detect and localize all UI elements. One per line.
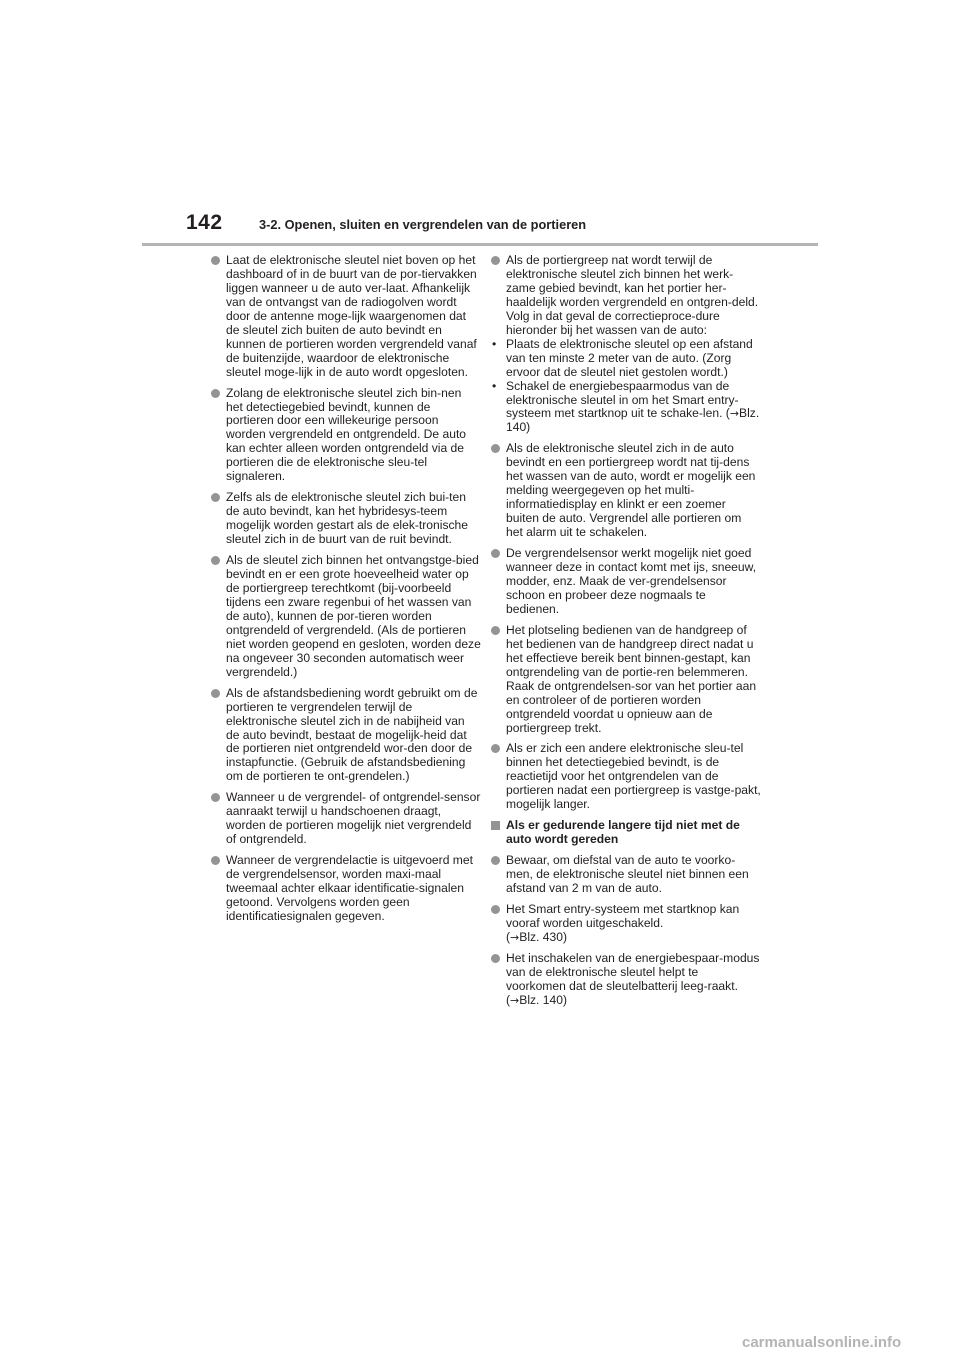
header-divider <box>142 243 818 246</box>
sub-list-item: • Schakel de energiebespaarmodus van de elektronische sleutel in om het Smart entry-systeem met startknop uit te schake-len. (→Blz. 140) <box>492 378 760 435</box>
sub-bullet-icon: • <box>492 336 497 351</box>
list-item: Het plotseling bedienen van de handgreep of het bedienen van de handgreep direct nadat u het effectieve bereik bent binnen-gestapt, kan ontgrendeling van de portie-ren belemmeren. Raak de ontgrendelsen-sor van het portier aan en controleer of de portieren worden ontgrendeld voordat u opnieuw aan de portiergreep trekt. <box>491 624 761 736</box>
bullet-icon <box>211 793 220 802</box>
right-column <box>491 254 761 1015</box>
bullet-icon <box>491 905 500 914</box>
bullet-icon <box>491 626 500 635</box>
list-item: Als de afstandsbediening wordt gebruikt om de portieren te vergrendelen terwijl de elektronische sleutel zich in de nabijheid van de auto bevindt, bestaat de mogelijk-heid dat de portieren niet ontgrendeld wor-den door de instapfunctie. (Gebruik de afstandsbediening om de portieren te ont-grendelen.) <box>211 687 481 785</box>
bullet-icon <box>211 689 220 698</box>
bullet-icon <box>491 256 500 265</box>
section-title: 3-2. Openen, sluiten en vergrendelen van de portieren <box>259 217 587 232</box>
page-number: 142 <box>186 211 223 234</box>
bullet-icon <box>211 556 220 565</box>
arrow-icon: → <box>510 930 520 944</box>
bullet-icon <box>491 444 500 453</box>
watermark: carmanualsonline.info <box>742 1334 902 1351</box>
list-item: Als er zich een andere elektronische sleu-tel binnen het detectiegebied bevindt, is de reactietijd voor het ontgrendelen van de portieren nadat een portiergreep is vastge-pakt, mogelijk langer. <box>491 742 761 812</box>
bullet-icon <box>491 549 500 558</box>
list-item: Het inschakelen van de energiebespaar-modus van de elektronische sleutel helpt te voorkomen dat de sleutelbatterij leeg-raakt. (→Blz. 140) <box>491 952 761 1008</box>
sub-bullet-icon: • <box>492 378 497 393</box>
page-reference: Blz. 140) <box>506 406 760 435</box>
bullet-icon <box>211 256 220 265</box>
list-item: Als de portiergreep nat wordt terwijl de elektronische sleutel zich binnen het werk-zame gebied bevindt, kan het portier her-haaldelijk worden vergrendeld en ontgren-deld. Volg in dat geval de correctieproce-dure hieronder bij het wassen van de auto: • Plaats de elektronische sleutel op een afstand van ten minste 2 meter van de auto. (Zorg ervoor dat de sleutel niet gestolen wordt.) • Schakel de energiebespaarmodus van de elektronische sleutel in om het Smart entry-systeem met startknop uit te schake-len. (→Blz. 140) <box>492 253 760 435</box>
bullet-icon <box>491 856 500 865</box>
sub-list-item: • Plaats de elektronische sleutel op een afstand van ten minste 2 meter van de auto. (Zorg ervoor dat de sleutel niet gestolen wordt.) <box>492 336 753 379</box>
page-reference: Blz. 140) <box>519 992 567 1007</box>
list-item: Als de sleutel zich binnen het ontvangstge-bied bevindt en er een grote hoeveelheid water op de portiergreep terechtkomt (bij-voorbeeld tijdens een zware regenbui of het wassen van de auto), kunnen de por-tieren worden ontgrendeld of vergrendeld. (Als de portieren niet worden geopend en gesloten, worden deze na ongeveer 30 seconden automatisch weer vergrendeld.) <box>211 554 481 680</box>
square-bullet-icon <box>491 821 500 830</box>
arrow-icon: → <box>729 407 740 421</box>
list-item: Wanneer de vergrendelactie is uitgevoerd met de vergrendelsensor, worden maxi-maal tweemaal achter elkaar identificatie-signalen getoond. Vervolgens worden geen identificatiesignalen gegeven. <box>211 854 481 924</box>
bullet-icon <box>211 389 220 398</box>
bullet-icon <box>491 744 500 753</box>
left-column <box>211 254 481 931</box>
list-item: Zolang de elektronische sleutel zich bin-nen het detectiegebied bevindt, kunnen de portieren door een willekeurige persoon worden vergrendeld en ontgrendeld. De auto kan echter alleen worden ontgrendeld via de portieren die de elektronische sleu-tel signaleren. <box>211 387 481 485</box>
list-item: Zelfs als de elektronische sleutel zich bui-ten de auto bevindt, kan het hybridesys-teem mogelijk worden gestart als de elek-tronische sleutel zich in de buurt van de ruit bevindt. <box>211 491 481 547</box>
list-item: Bewaar, om diefstal van de auto te voorko-men, de elektronische sleutel niet binnen een afstand van 2 m van de auto. <box>491 854 761 896</box>
arrow-icon: → <box>510 993 520 1007</box>
bullet-icon <box>211 856 220 865</box>
bullet-icon <box>211 493 220 502</box>
list-item: Als de elektronische sleutel zich in de auto bevindt en een portiergreep wordt nat tij-dens het wassen van de auto, wordt er mogelijk een melding weergegeven op het multi-informatiedisplay en klinkt er een zoemer buiten de auto. Vergrendel alle portieren om het alarm uit te schakelen. <box>491 442 761 540</box>
list-item: Laat de elektronische sleutel niet boven op het dashboard of in de buurt van de por-tiervakken liggen wanneer u de auto ver-laat. Afhankelijk van de ontvangst van de radiogolven wordt door de antenne moge-lijk waargenomen dat de sleutel zich buiten de auto bevindt en kunnen de portieren worden vergrendeld vanaf de buitenzijde, waardoor de elektronische sleutel moge-lijk in de auto wordt opgesloten. <box>211 254 481 380</box>
bullet-icon <box>491 954 500 963</box>
list-item: Het Smart entry-systeem met startknop kan vooraf worden uitgeschakeld. (→Blz. 430) <box>491 903 761 945</box>
page-reference: Blz. 430) <box>519 929 567 944</box>
list-item: Wanneer u de vergrendel- of ontgrendel-sensor aanraakt terwijl u handschoenen draagt, worden de portieren mogelijk niet vergrendeld of ontgrendeld. <box>211 791 481 847</box>
list-item: De vergrendelsensor werkt mogelijk niet goed wanneer deze in contact komt met ijs, sneeuw, modder, enz. Maak de ver-grendelsensor schoon en probeer deze nogmaals te bedienen. <box>491 547 761 617</box>
subsection-heading: Als er gedurende langere tijd niet met de auto wordt gereden <box>491 819 761 847</box>
